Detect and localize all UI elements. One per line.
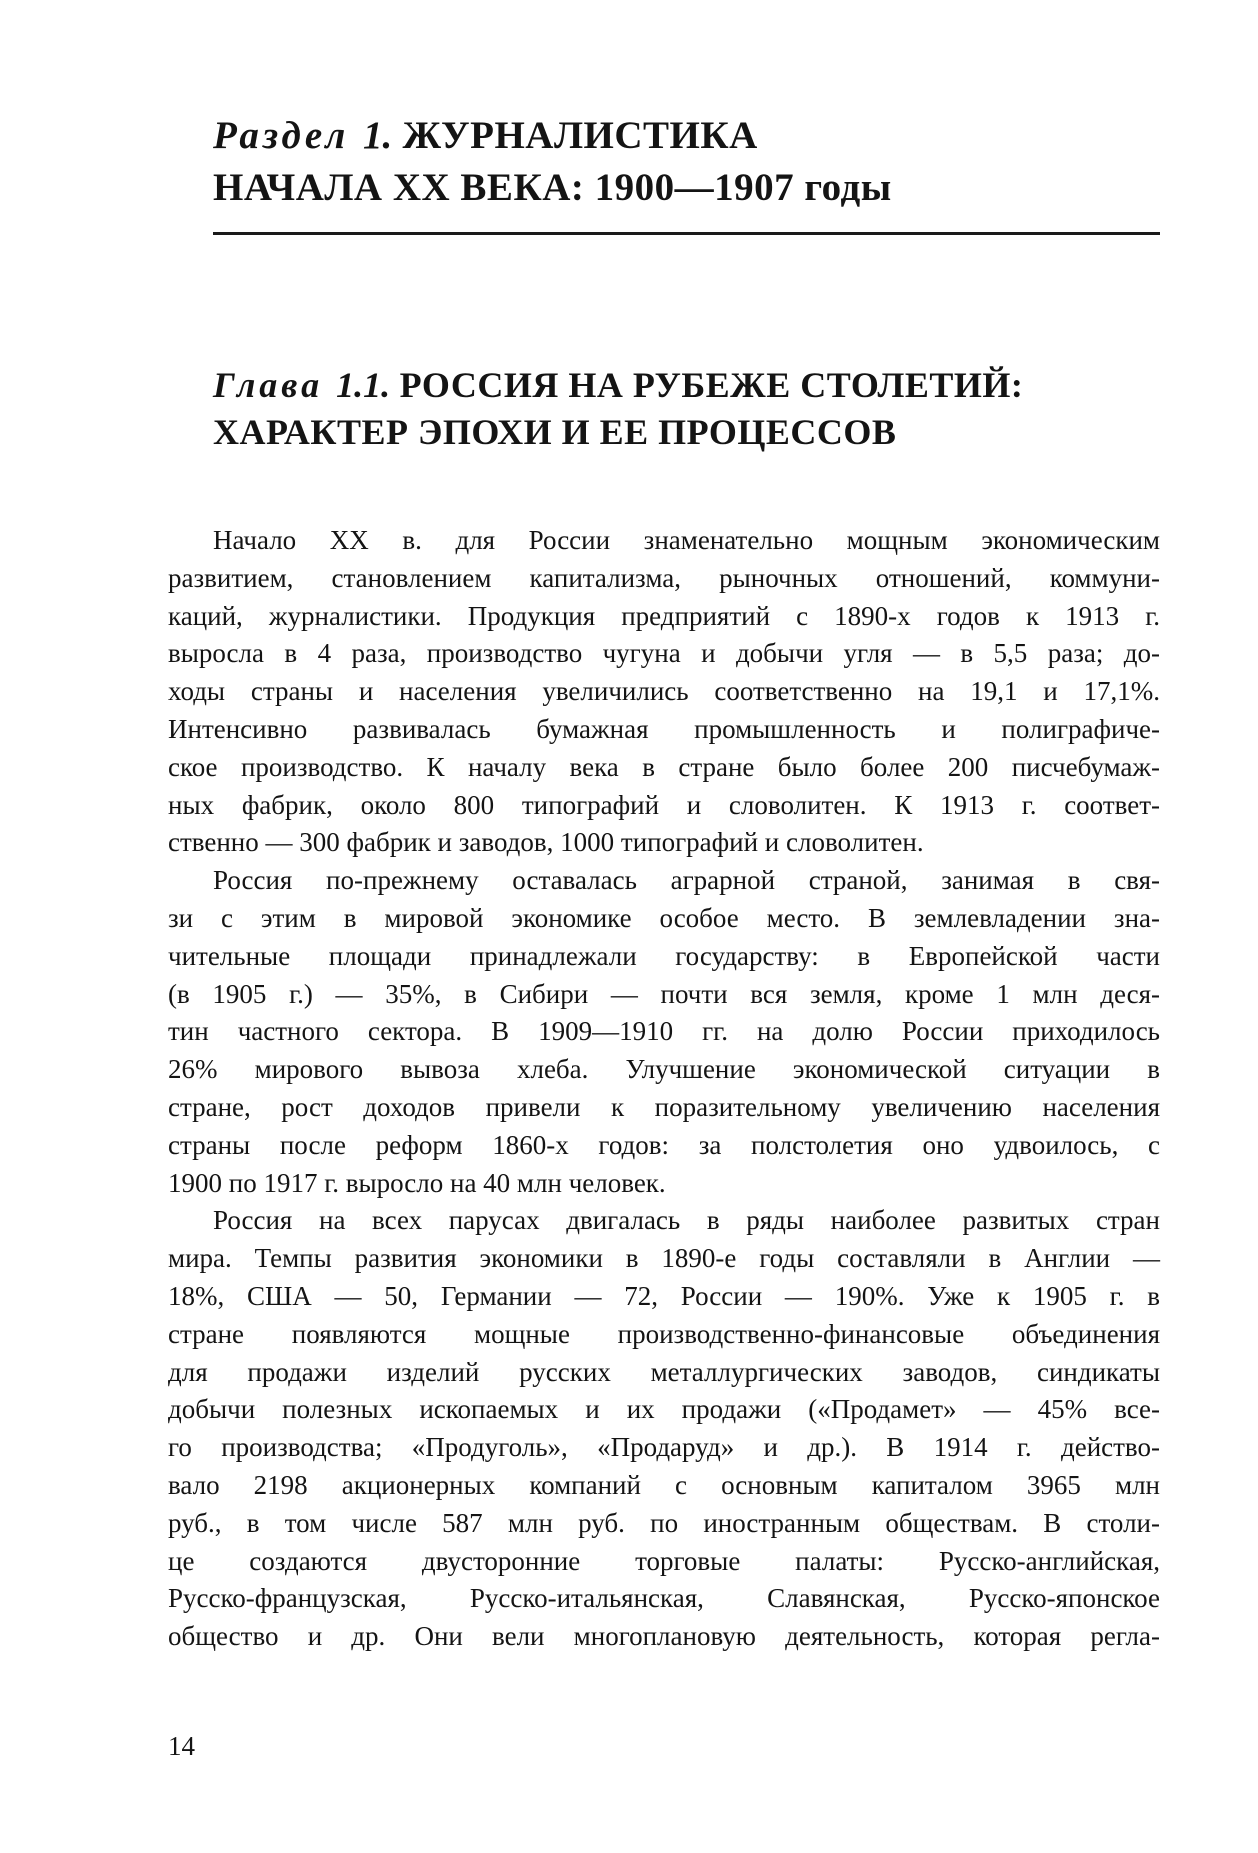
text-line: стране, рост доходов привели к поразительному увеличению населения (168, 1091, 1160, 1122)
section-divider (213, 232, 1160, 235)
text-line: общество и др. Они вели многоплановую деятельность, которая регла- (168, 1621, 1160, 1652)
text-line: ственно — 300 фабрик и заводов, 1000 типографий и словолитен. (168, 827, 924, 858)
chapter-label (213, 365, 390, 405)
text-line: страны после реформ 1860-х годов: за полстолетия оно удвоилось, с (168, 1129, 1160, 1160)
text-line: Интенсивно развивалась бумажная промышленность и полиграфиче- (168, 713, 1160, 744)
page-number: 14 (168, 1731, 195, 1761)
text-line: ных фабрик, около 800 типографий и словолитен. К 1913 г. соответ- (168, 789, 1160, 820)
text-line: Россия на всех парусах двигалась в ряды наиболее развитых стран (213, 1205, 1160, 1236)
text-line: це создаются двусторонние торговые палаты: Русско-английская, (168, 1545, 1160, 1576)
chapter-number: 1.1. (336, 365, 391, 405)
text-line: Русско-французская, Русско-итальянская, Славянская, Русско-японское (168, 1583, 1160, 1614)
text-line: каций, журналистики. Продукция предприятий с 1890-х годов к 1913 г. (168, 600, 1160, 631)
text-line: (в 1905 г.) — 35%, в Сибири — почти вся земля, кроме 1 млн деся- (168, 978, 1160, 1009)
section-title-line-1: ЖУРНАЛИСТИКА (402, 114, 758, 157)
chapter-title-line-2: ХАРАКТЕР ЭПОХИ И ЕЕ ПРОЦЕССОВ (213, 412, 897, 452)
text-line: выросла в 4 раза, производство чугуна и добычи угля — в 5,5 раза; до- (168, 638, 1160, 669)
text-line: 18%, США — 50, Германии — 72, России — 190%. Уже к 1905 г. в (168, 1280, 1160, 1311)
paragraph-2 (168, 862, 1160, 1202)
text-line: го производства; «Продуголь», «Продаруд» и др.). В 1914 г. действо- (168, 1432, 1160, 1463)
text-line: для продажи изделий русских металлургических заводов, синдикаты (168, 1356, 1160, 1387)
section-number: 1. (363, 114, 393, 157)
text-line: руб., в том числе 587 млн руб. по иностранным обществам. В столи- (168, 1507, 1160, 1538)
chapter-title-line-1: РОССИЯ НА РУБЕЖЕ СТОЛЕТИЙ: (399, 365, 1024, 405)
text-line: ходы страны и населения увеличились соответственно на 19,1 и 17,1%. (168, 676, 1160, 707)
paragraph-3 (168, 1202, 1160, 1656)
text-line: 1900 по 1917 г. выросло на 40 млн человек. (168, 1167, 666, 1198)
text-line: тин частного сектора. В 1909—1910 гг. на долю России приходилось (168, 1016, 1160, 1047)
text-line: развитием, становлением капитализма, рыночных отношений, коммуни- (168, 562, 1160, 593)
text-line: чительные площади принадлежали государству: в Европейской части (168, 940, 1160, 971)
text-line: стране появляются мощные производственно-финансовые объединения (168, 1318, 1160, 1349)
chapter-heading (213, 362, 1173, 456)
text-line: вало 2198 акционерных компаний с основным капиталом 3965 млн (168, 1469, 1160, 1500)
text-line: Начало XX в. для России знаменательно мощным экономическим (213, 525, 1160, 555)
section-label-word: Раздел (213, 114, 350, 157)
paragraph-1 (168, 522, 1160, 862)
text-line: Россия по-прежнему оставалась аграрной страной, занимая в свя- (213, 865, 1160, 896)
text-line: мира. Темпы развития экономики в 1890-е годы составляли в Англии — (168, 1243, 1160, 1274)
section-title-line-2: НАЧАЛА XX ВЕКА: 1900—1907 годы (213, 166, 892, 209)
text-line: зи с этим в мировой экономике особое место. В землевладении зна- (168, 902, 1160, 933)
section-label (213, 114, 392, 157)
text-line: добычи полезных ископаемых и их продажи («Продамет» — 45% все- (168, 1394, 1160, 1425)
text-line: 26% мирового вывоза хлеба. Улучшение экономической ситуации в (168, 1054, 1160, 1085)
body-text (168, 522, 1160, 1656)
text-line: ское производство. К началу века в стране было более 200 писчебумаж- (168, 751, 1160, 782)
chapter-label-word: Глава (213, 365, 324, 405)
section-heading (213, 110, 1173, 214)
